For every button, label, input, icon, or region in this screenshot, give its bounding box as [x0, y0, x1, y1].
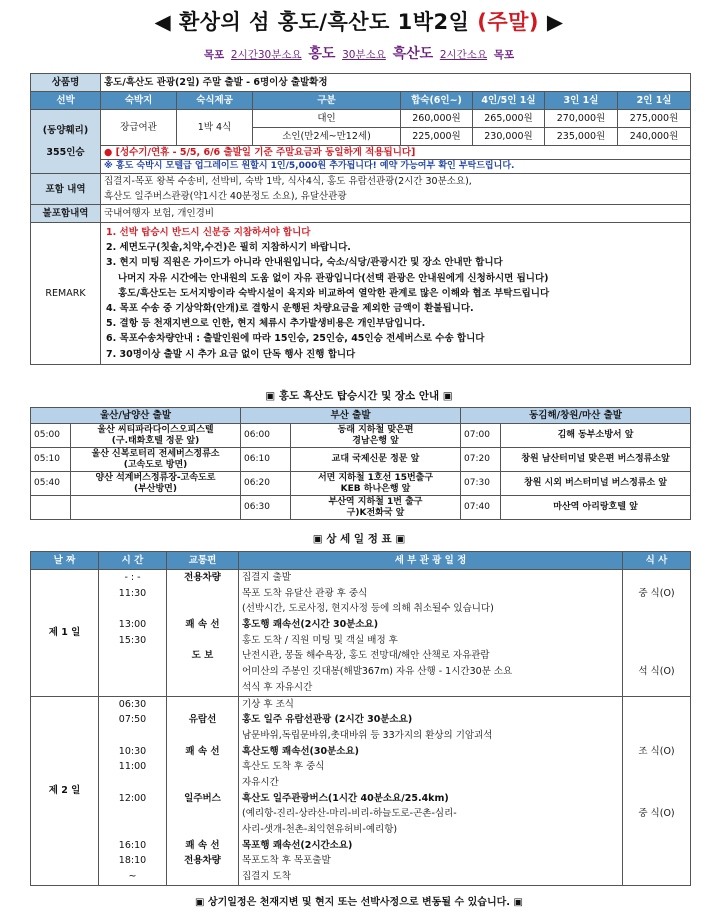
lodging: 장급여관 — [101, 110, 177, 146]
schedule-trans — [170, 775, 235, 791]
schedule-text: 흑산도행 쾌속선(30분소요) — [242, 745, 359, 757]
notice-peak: ● [성수기/연휴 - 5/5, 6/6 출발일 기준 주말요금과 동일하게 적용됩니다] — [101, 146, 691, 160]
schedule-meal: 석 식(O) — [638, 666, 675, 678]
schedule-text: 홍도행 쾌속선(2시간 30분소요) — [242, 619, 379, 631]
schedule-text: 홍도 일주 유람선관광 (2시간 30분소요) — [242, 714, 413, 726]
schedule-trans: 유람선 — [188, 714, 217, 726]
schedule-time — [102, 601, 163, 617]
schedule-meal — [626, 791, 687, 807]
schedule-trans — [170, 728, 235, 744]
schedule-text: 목포행 쾌속선(2시간소요) — [242, 839, 353, 851]
schedule-trans — [170, 869, 235, 885]
product-table: 상품명 홍도/흑산도 관광(2일) 주말 출발 - 6명이상 출발확정 선박 숙박지 숙식제공 구분 합숙(6인~) 4인/5인 1실 3인 1실 2인 1실 (동양훼리) 355인승 장급여관 1박 4식 대인 260,000원 265,000원 270,000원 275,000원 소인(만2세~만12세) 225,000원 230,000원 235,000원 240,000원 ● [성수기/연휴 - 5/5, 6/6 출발일 기준 주말요금과 동일하게 적용됩니다] ※ 홍도 숙박시 모텔급 업그레이드 원할시 1인/5,000원 추가됩니다! 예약 가능여부 확인 부탁드립니다. 포함 내역 집결지-목포 왕복 수송비, 선박비, 숙박 1박, 식사4식, 홍도 유람선관광(2시간 30분소요), 흑산도 일주버스관광(약1시간 40분정도 소요), 유달산관광 불포함내역 국내여행자 보험, 개인경비 REMARK 1. 선박 탑승시 반드시 신분증 지참하셔야 합니다 2. 세면도구(칫솔,치약,수건)은 필히 지참하시기 바랍니다. 3. 현지 미팅 직원은 가이드가 아니라 안내원입니다, 숙소/식당/관광시간 및 장소 안내만 합니다 나머지 자유 시간에는 안내원의 도움 없이 자유 관광입니다(선택 관광은 안내원에게 신청하시면 됩니다) 홍도/흑산도는 도서지방이라 숙박시설이 육지와 비교하여 열악한 관계로 많은 이해와 협조 부탁드립니다 4. 목포 수송 중 기상악화(안개)로 결항시 운행된 차량요금을 제외한 금액이 환불됩니다. 5. 결항 등 천재지변으로 인한, 현지 체류시 추가발생비용은 개인부담입니다. 6. 목포수송차량안내 : 출발인원에 따라 15인승, 25인승, 45인승 전세버스로 수송 합니다 7. 30명이상 출발 시 추가 요금 없이 단독 행사 진행 합니다 — [30, 73, 691, 365]
schedule-trans — [170, 633, 235, 649]
day2-row — [31, 696, 691, 885]
schedule-trans — [170, 601, 235, 617]
schedule-table: 날 짜 시 간 교통편 세 부 관 광 일 정 식 사 제 1 일 - : - 11:30 13:00 15:30 전용차량 쾌 속 선 도 보 집결지 출발 목포 도착 유달산 관광 후 중식 (선박시간, 도로사정, 현지사정 등에 의해 취소될수 있습니다) 홍도행 쾌속선(2시간 30분소요) 홍도 도착 / 직원 미팅 및 객실 배정 후 난전시관, 몽돌 해수욕장, 홍도 전망대/해안 산책로 자유관람 어미산의 주봉인 깃대봉(해발367m) 자유 산행 - 1시간30분 소요 석식 후 자유시간 중 식(O) 석 식(O) 제 2 일 06:30 07:50 10:30 11:00 12:00 16:10 18:10 ~ 유람선 쾌 속 선 일주버스 쾌 속 선 전용차량 기상 후 조식 홍도 일주 유람선관광 (2시간 30분소요) 남문바위,독립문바위,촛대바위 등 33가지의 환상의 기암괴석 흑산도행 쾌속선(30분소요) 흑산도 도착 후 중식 자유시간 흑산도 일주관광버스(1시간 40분소요/25.4km) (예리항-진리-상라산-마리-비리-하늘도로-곤촌-심리- 사리-샛개-천촌-최익현유허비-예리항) 목포행 쾌속선(2시간소요) 목포도착 후 목포출발 집결지 도착 조 식(O) 중 식(O) — [30, 551, 691, 886]
schedule-meal — [626, 822, 687, 838]
page-title: ◀ 환상의 섬 홍도/흑산도 1박2일 (주말) ▶ — [154, 10, 564, 34]
notice-motel: ※ 홍도 숙박시 모텔급 업그레이드 원할시 1인/5,000원 추가됩니다! 예약 가능여부 확인 부탁드립니다. — [101, 160, 691, 174]
schedule-time — [102, 806, 163, 822]
schedule-text: (예리항-진리-상라산-마리-비리-하늘도로-곤촌-심리- — [242, 808, 457, 820]
schedule-trans — [170, 697, 235, 713]
schedule-time: 06:30 — [118, 698, 147, 710]
schedule-time: - : - — [124, 572, 141, 583]
schedule-trans: 전용차량 — [184, 572, 221, 583]
schedule-text: 집결지 출발 — [242, 572, 291, 583]
pickup-row: 05:00 울산 씨티파라다이스오피스텔 (구.태화호텔 정문 앞) 06:00 동래 지하철 맞은편 경남은행 앞 07:00 김해 동부소방서 앞 — [31, 424, 691, 448]
schedule-trans: 쾌 속 선 — [185, 619, 220, 631]
schedule-meal: 조 식(O) — [638, 745, 675, 757]
schedule-trans — [170, 822, 235, 838]
included-label: 포함 내역 — [31, 174, 101, 205]
schedule-trans: 도 보 — [191, 650, 214, 662]
schedule-time — [102, 680, 163, 696]
schedule-text: 흑산도 일주관광버스(1시간 40분소요/25.4km) — [242, 792, 449, 804]
day1-row — [31, 570, 691, 697]
footer-note: ▣ 상기일정은 천재지변 및 현지 또는 선박사정으로 변동될 수 있습니다. ▣ — [195, 897, 523, 908]
schedule-meal — [626, 570, 687, 586]
schedule-text: 기상 후 조식 — [242, 698, 294, 710]
pickup-row: 06:30 부산역 지하철 1번 출구 구)K전화국 앞 07:40 마산역 아리랑호텔 앞 — [31, 496, 691, 520]
schedule-time — [102, 775, 163, 791]
schedule-time — [102, 822, 163, 838]
schedule-trans: 일주버스 — [184, 792, 221, 804]
schedule-trans — [170, 586, 235, 602]
schedule-text: 홍도 도착 / 직원 미팅 및 객실 배정 후 — [242, 634, 398, 646]
schedule-meal — [626, 728, 687, 744]
schedule-trans: 쾌 속 선 — [185, 745, 220, 757]
schedule-time: 13:00 — [118, 619, 147, 631]
schedule-meal — [626, 869, 687, 885]
schedule-meal — [626, 617, 687, 633]
schedule-section-title: ▣ 상 세 일 정 표 ▣ — [312, 533, 406, 545]
schedule-time — [102, 648, 163, 664]
schedule-meal — [626, 853, 687, 869]
pickup-section-title: ▣ 홍도 흑산도 탑승시간 및 장소 안내 ▣ — [265, 390, 453, 402]
schedule-time: 16:10 — [118, 839, 147, 851]
day2-label: 제 2 일 — [31, 696, 99, 885]
schedule-time: 15:30 — [118, 634, 147, 646]
schedule-trans: 전용차량 — [184, 855, 221, 867]
schedule-time: 18:10 — [118, 855, 147, 867]
schedule-meal: 중 식(O) — [638, 808, 675, 820]
schedule-time: 11:00 — [118, 761, 147, 773]
pickup-table: 울산/남양산 출발 부산 출발 동김해/창원/마산 출발 05:00 울산 씨티파라다이스오피스텔 (구.태화호텔 정문 앞) 06:00 동래 지하철 맞은편 경남은행 앞 07:00 김해 동부소방서 앞 05:10 울산 신복로터리 전세버스정류소 (고속도로 방면) 06:10 교대 국제신문 정문 앞 07:20 창원 남산터미널 맞은편 버스정류소앞 05:40 양산 석계버스정류장-고속도로 (부산방면) 06:20 서면 지하철 1호선 15번출구 KEB 하나은행 앞 07:30 창원 시외 버스터미널 버스정류소 앞 06:30 부산역 지하철 1번 출구 구)K전화국 앞 07:40 마산역 아리랑호텔 앞 — [30, 407, 691, 520]
schedule-text: 목포 도착 유달산 관광 후 중식 — [242, 587, 368, 599]
schedule-time — [102, 728, 163, 744]
schedule-time: ~ — [128, 871, 137, 883]
pickup-row: 05:10 울산 신복로터리 전세버스정류소 (고속도로 방면) 06:10 교대 국제신문 정문 앞 07:20 창원 남산터미널 맞은편 버스정류소앞 — [31, 448, 691, 472]
included-items: 집결지-목포 왕복 수송비, 선박비, 숙박 1박, 식사4식, 홍도 유람선관광(2시간 30분소요), 흑산도 일주버스관광(약1시간 40분정도 소요), 유달산관광 — [101, 174, 691, 205]
schedule-time — [102, 664, 163, 680]
ship-info: (동양훼리) 355인승 — [31, 110, 101, 174]
pickup-row: 05:40 양산 석계버스정류장-고속도로 (부산방면) 06:20 서면 지하철 1호선 15번출구 KEB 하나은행 앞 07:30 창원 시외 버스터미널 버스정류소 앞 — [31, 472, 691, 496]
schedule-time: 10:30 — [118, 745, 147, 757]
schedule-text: (선박시간, 도로사정, 현지사정 등에 의해 취소될수 있습니다) — [242, 603, 494, 615]
schedule-text: 남문바위,독립문바위,촛대바위 등 33가지의 환상의 기암괴석 — [242, 729, 493, 741]
schedule-text: 목포도착 후 목포출발 — [242, 855, 331, 867]
schedule-text: 자유시간 — [242, 776, 279, 788]
schedule-trans — [170, 806, 235, 822]
schedule-meal — [626, 648, 687, 664]
weekend-badge: (주말) — [477, 10, 540, 34]
schedule-time: 12:00 — [118, 792, 147, 804]
schedule-meal — [626, 697, 687, 713]
schedule-trans — [170, 759, 235, 775]
schedule-text: 어미산의 주봉인 깃대봉(해발367m) 자유 산행 - 1시간30분 소요 — [242, 666, 513, 678]
schedule-text: 집결지 도착 — [242, 871, 291, 883]
schedule-trans — [170, 664, 235, 680]
remark-list: 1. 선박 탑승시 반드시 신분증 지참하셔야 합니다 2. 세면도구(칫솔,치약,수건)은 필히 지참하시기 바랍니다. 3. 현지 미팅 직원은 가이드가 아니라 안내원입니다, 숙소/식당/관광시간 및 장소 안내만 합니다 나머지 자유 시간에는 안내원의 도움 없이 자유 관광입니다(선택 관광은 안내원에게 신청하시면 됩니다) 홍도/흑산도는 도서지방이라 숙박시설이 육지와 비교하여 열악한 관계로 많은 이해와 협조 부탁드립니다 4. 목포 수송 중 기상악화(안개)로 결항시 운행된 차량요금을 제외한 금액이 환불됩니다. 5. 결항 등 천재지변으로 인한, 현지 체류시 추가발생비용은 개인부담입니다. 6. 목포수송차량안내 : 출발인원에 따라 15인승, 25인승, 45인승 전세버스로 수송 합니다 7. 30명이상 출발 시 추가 요금 없이 단독 행사 진행 합니다 — [101, 223, 691, 365]
remark-label: REMARK — [31, 223, 101, 365]
day1-label: 제 1 일 — [31, 570, 99, 697]
schedule-meal — [626, 838, 687, 854]
schedule-meal — [626, 601, 687, 617]
schedule-meal — [626, 712, 687, 728]
schedule-meal: 중 식(O) — [638, 587, 675, 599]
schedule-text: 난전시관, 몽돌 해수욕장, 홍도 전망대/해안 산책로 자유관람 — [242, 650, 490, 662]
schedule-meal — [626, 680, 687, 696]
excluded-label: 불포함내역 — [31, 205, 101, 223]
schedule-meal — [626, 633, 687, 649]
schedule-time: 07:50 — [118, 714, 147, 726]
meals: 1박 4식 — [177, 110, 253, 146]
excluded-items: 국내여행자 보험, 개인경비 — [101, 205, 691, 223]
schedule-trans — [170, 680, 235, 696]
schedule-meal — [626, 775, 687, 791]
product-name: 홍도/흑산도 관광(2일) 주말 출발 - 6명이상 출발확정 — [101, 74, 691, 92]
schedule-text: 석식 후 자유시간 — [242, 681, 313, 693]
schedule-meal — [626, 759, 687, 775]
schedule-time: 11:30 — [118, 587, 147, 599]
product-label: 상품명 — [31, 74, 101, 92]
schedule-text: 흑산도 도착 후 중식 — [242, 761, 325, 773]
schedule-text: 사리-샛개-천촌-최익현유허비-예리항) — [242, 824, 398, 835]
route-line: 목포 2시간30분소요 홍도 30분소요 흑산도 2시간소요 목포 — [203, 46, 515, 62]
schedule-trans: 쾌 속 선 — [185, 839, 220, 851]
